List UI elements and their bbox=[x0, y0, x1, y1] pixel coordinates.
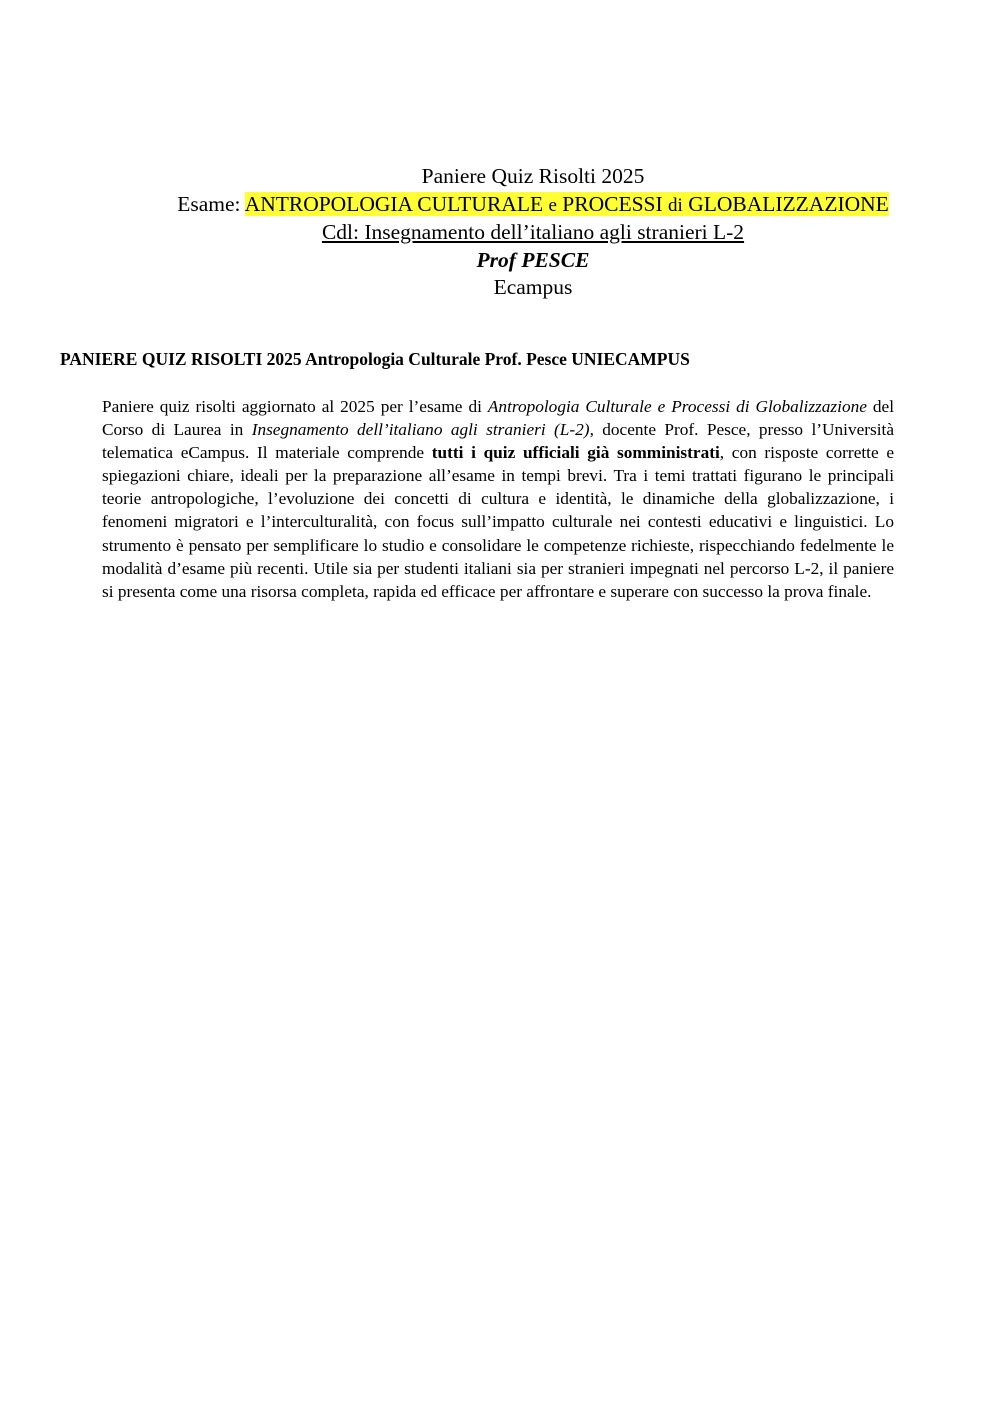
exam-name-part4: di bbox=[668, 194, 683, 216]
exam-name-highlight bbox=[245, 192, 889, 216]
description-paragraph bbox=[102, 395, 894, 603]
degree-course: Cdl: Insegnamento dell’italiano agli stranieri L-2 bbox=[321, 220, 745, 244]
paragraph-segment: , con risposte corrette e spiegazioni chiare, ideali per la preparazione all’esame in tempi brevi. Tra i temi trattati figurano le principali teorie antropologiche, l’evoluzione dei concetti di cultura e identità, le dinamiche della globalizzazione, i fenomeni migratori e l’interculturalità, con focus sull’impatto culturale nei contesti educativi e linguistici. Lo strumento è pensato per semplificare lo studio e consolidare le competenze richieste, rispecchiando fedelmente le modalità d’esame più recenti. Utile sia per studenti italiani sia per stranieri impegnati nel percorso L-2, il paniere si presenta come una risorsa completa, rapida ed efficace per affrontare e superare con successo la prova finale. bbox=[102, 443, 894, 601]
document-title: Paniere Quiz Risolti 2025 bbox=[421, 164, 645, 188]
exam-name-part1: ANTROPOLOGIA CULTURALE bbox=[244, 191, 549, 216]
degree-name-italic: Insegnamento dell’italiano agli stranieri (L-2) bbox=[251, 420, 590, 440]
exam-label: Esame: bbox=[177, 191, 245, 216]
professor-name: Prof PESCE bbox=[476, 247, 590, 272]
section-heading: PANIERE QUIZ RISOLTI 2025 Antropologia Culturale Prof. Pesce UNIECAMPUS bbox=[60, 349, 690, 369]
paragraph-segment: del Corso di Laurea in bbox=[102, 397, 894, 440]
exam-name-part2: e bbox=[548, 194, 557, 216]
paragraph-segment: , docente Prof. Pesce, presso l’Università telematica eCampus. Il materiale comprende bbox=[102, 420, 895, 463]
university-name: Ecampus bbox=[493, 275, 573, 299]
exam-name-part3: PROCESSI bbox=[556, 191, 669, 216]
exam-line bbox=[0, 191, 1000, 220]
course-name-italic: Antropologia Culturale e Processi di Globalizzazione bbox=[487, 397, 867, 416]
paragraph-segment: Paniere quiz risolti aggiornato al 2025 per l’esame di bbox=[102, 397, 488, 416]
official-quiz-bold: tutti i quiz ufficiali già somministrati bbox=[431, 443, 720, 463]
degree-line bbox=[0, 219, 1000, 247]
title-block bbox=[0, 163, 1000, 302]
exam-name-part5: GLOBALIZZAZIONE bbox=[682, 191, 889, 216]
